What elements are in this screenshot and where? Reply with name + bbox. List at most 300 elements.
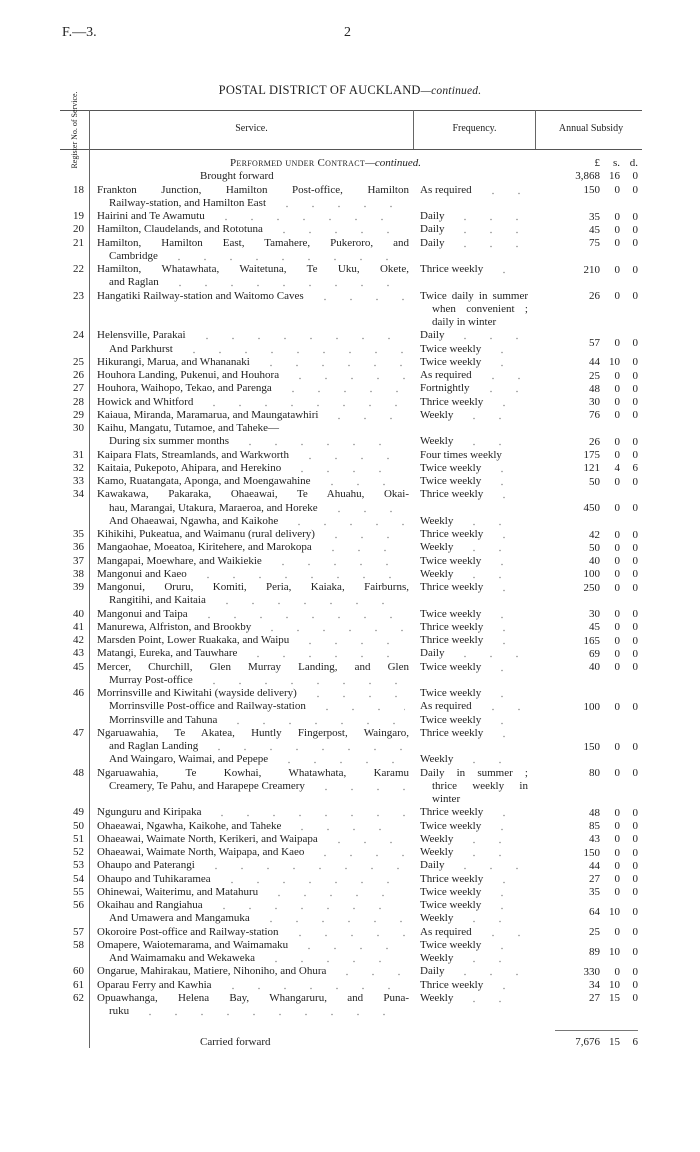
service-description	[97, 435, 409, 448]
frequency-line	[420, 727, 528, 740]
frequency-line	[420, 886, 528, 899]
frequency-text: Twice weekly	[420, 885, 482, 898]
frequency-line	[420, 515, 528, 528]
amount-shillings: 0	[614, 568, 620, 581]
amount-shillings: 15	[609, 1036, 620, 1048]
frequency-line	[420, 382, 528, 395]
amount-pounds: 150	[583, 846, 600, 859]
service-description	[97, 369, 409, 382]
service-line	[97, 210, 409, 223]
dot-leader	[491, 634, 524, 647]
service-line	[97, 846, 409, 859]
service-text: Oparau Ferry and Kawhia	[97, 978, 212, 991]
frequency-text: when convenient ;	[432, 302, 528, 315]
document-reference: F.—3.	[62, 25, 97, 40]
service-text: And Waingaro, Waimai, and Pepepe	[109, 753, 269, 766]
frequency	[420, 263, 528, 276]
service-line	[97, 1005, 409, 1018]
annual-subsidy	[540, 647, 640, 660]
service-text: and Raglan	[109, 276, 159, 289]
register-number: 18	[73, 183, 84, 196]
service-description	[97, 634, 409, 647]
service-text: Okoroire Post-office and Railway-station	[97, 925, 279, 938]
frequency	[420, 568, 528, 581]
annual-subsidy	[540, 886, 640, 899]
service-text: Kawakawa, Pakaraka, Ohaeawai, Te Ahuahu, Okai-	[97, 488, 409, 501]
register-number: 24	[73, 329, 84, 342]
frequency-line	[420, 714, 528, 727]
service-line	[97, 939, 409, 952]
table-row	[0, 647, 700, 660]
amount-pence: 0	[632, 647, 638, 660]
table-row	[0, 422, 700, 435]
dot-leader	[196, 608, 405, 621]
frequency-line	[420, 528, 528, 541]
dot-leader	[297, 634, 405, 647]
amount-pence: 0	[632, 170, 638, 183]
frequency-text: Weekly	[420, 567, 454, 580]
amount-pounds: 150	[583, 740, 600, 753]
amount-pence: 0	[632, 356, 638, 369]
amount-pounds: 50	[589, 475, 600, 488]
service-description	[97, 488, 409, 515]
frequency-text: daily in winter	[432, 316, 497, 328]
frequency	[420, 488, 528, 501]
service-line	[97, 608, 409, 621]
table-row	[0, 806, 700, 819]
dot-leader	[461, 833, 524, 846]
amount-pence: 0	[632, 210, 638, 223]
table-row	[0, 965, 700, 978]
amount-shillings: 0	[614, 581, 620, 594]
table-row	[0, 475, 700, 488]
table-body	[0, 157, 700, 1018]
frequency-line	[420, 541, 528, 554]
frequency-text: Weekly	[420, 435, 454, 448]
dot-leader	[323, 528, 405, 541]
amount-pounds: 40	[589, 661, 600, 674]
dot-leader	[489, 608, 524, 621]
register-number: 22	[73, 263, 84, 275]
service-text: ruku	[109, 1005, 130, 1017]
register-number: 35	[73, 528, 84, 540]
amount-pence: 0	[632, 382, 638, 395]
service-description	[97, 290, 409, 303]
service-text: Mangapai, Moewhare, and Waikiekie	[97, 554, 262, 567]
service-text: And Waimamaku and Wekaweka	[109, 952, 255, 964]
service-line	[97, 475, 409, 488]
service-line	[97, 223, 409, 236]
frequency	[420, 687, 528, 700]
frequency-line	[420, 210, 528, 223]
register-number: 21	[73, 236, 84, 249]
amount-shillings: 10	[609, 979, 620, 992]
dot-leader	[489, 820, 524, 833]
service-line	[97, 237, 409, 250]
dot-leader	[489, 886, 524, 899]
service-text: Frankton Junction, Hamilton Post-office, Hamilton	[97, 183, 409, 196]
frequency-text: Weekly	[420, 408, 454, 421]
dot-leader	[326, 502, 405, 515]
service-text: And Umawera and Mangamuka	[109, 912, 250, 925]
service-text: Ohaupo and Paterangi	[97, 859, 195, 872]
frequency-text: Weekly	[420, 846, 454, 858]
amount-pence: 0	[632, 237, 638, 250]
frequency	[420, 528, 528, 541]
amount-pounds: 175	[583, 449, 600, 462]
amount-pounds: 80	[589, 767, 600, 780]
service-description	[97, 608, 409, 621]
amount-pence: 0	[632, 965, 638, 978]
service-text: Rangitihi, and Kaitaia	[109, 594, 206, 607]
service-line	[97, 714, 409, 727]
annual-subsidy	[540, 528, 640, 541]
service-text: Hamilton, Claudelands, and Rototuna	[97, 223, 263, 236]
amount-pounds: 75	[589, 237, 600, 250]
service-text: And Parkhurst	[109, 342, 173, 355]
dot-leader	[166, 250, 405, 263]
service-text: Hairini and Te Awamutu	[97, 210, 205, 222]
frequency-text: Thrice weekly	[420, 978, 484, 991]
dot-leader	[296, 939, 405, 952]
service-text: Murray Post-office	[109, 673, 193, 686]
amount-shillings: 0	[614, 502, 620, 515]
amount-shillings: 0	[614, 886, 620, 899]
frequency-text: Weekly	[420, 952, 454, 964]
dot-leader	[489, 899, 524, 912]
service-text: Hamilton, Hamilton East, Tamahere, Pukeroro, and	[97, 236, 409, 249]
amount-pounds: 69	[589, 647, 600, 660]
service-line	[97, 329, 409, 342]
frequency-line	[420, 952, 528, 965]
service-line	[97, 661, 409, 674]
frequency	[420, 727, 528, 740]
table-row	[0, 382, 700, 395]
service-text: Ohaeawai, Waimate North, Kerikeri, and Waipapa	[97, 832, 318, 845]
dot-leader	[489, 555, 524, 568]
service-description	[97, 581, 409, 608]
dot-leader	[489, 343, 524, 356]
annual-subsidy	[540, 555, 640, 568]
frequency-text: Daily	[420, 236, 445, 249]
table-row	[0, 767, 700, 807]
frequency-text: Weekly	[420, 912, 454, 925]
table-row	[0, 873, 700, 886]
dot-leader	[203, 859, 405, 872]
frequency	[420, 369, 528, 382]
service-text: Houhora Landing, Pukenui, and Houhora	[97, 369, 280, 381]
dot-leader	[220, 979, 405, 992]
service-description	[97, 409, 409, 422]
header-annual-subsidy: Annual Subsidy	[558, 123, 624, 134]
amount-shillings: 0	[614, 263, 620, 276]
annual-subsidy	[540, 475, 640, 488]
total-rule	[555, 1030, 638, 1031]
amount-pounds: 26	[589, 290, 600, 303]
service-line	[97, 502, 409, 515]
dot-leader	[461, 846, 524, 859]
service-text: Hikurangi, Marua, and Whananaki	[97, 355, 250, 368]
frequency	[420, 515, 528, 528]
service-description	[97, 687, 409, 700]
register-number	[56, 435, 84, 448]
amount-pounds: 25	[589, 926, 600, 939]
service-line	[97, 647, 409, 660]
table-row	[0, 621, 700, 634]
amount-pence: 0	[632, 184, 638, 197]
amount-pounds: 27	[589, 873, 600, 886]
amount-pounds: 210	[583, 263, 600, 276]
annual-subsidy	[540, 409, 640, 422]
service-description	[97, 753, 409, 766]
frequency	[420, 647, 528, 660]
annual-subsidy	[540, 237, 640, 250]
service-line	[97, 250, 409, 263]
dot-leader	[480, 184, 524, 197]
annual-subsidy	[540, 873, 640, 886]
unit-shillings: s.	[612, 157, 620, 169]
service-text: Marsden Point, Lower Ruakaka, and Waipu	[97, 634, 290, 646]
dot-leader	[266, 886, 405, 899]
service-text: Omapere, Waiotemarama, and Waimamaku	[97, 938, 289, 951]
service-text: Creamery, Te Pahu, and Harapepe Creamery	[109, 779, 305, 792]
frequency-line	[420, 833, 528, 846]
amount-pence: 0	[632, 555, 638, 568]
amount-pence: 0	[632, 700, 638, 713]
service-line	[97, 555, 409, 568]
service-description	[97, 210, 409, 223]
service-description	[97, 621, 409, 634]
table-row	[0, 237, 700, 264]
amount-pounds: 50	[589, 541, 600, 554]
service-line	[97, 382, 409, 395]
register-number: 33	[73, 475, 84, 487]
service-line	[97, 674, 409, 687]
service-description	[97, 859, 409, 872]
frequency-line	[420, 926, 528, 939]
amount-pence: 0	[632, 223, 638, 236]
service-text: Kaihu, Mangatu, Tutamoe, and Taheke—	[97, 422, 280, 434]
service-text: Morrinsville and Tahuna	[109, 713, 218, 726]
amount-pounds: 85	[589, 820, 600, 833]
register-number: 40	[73, 607, 84, 620]
service-text: Ongarue, Mahirakau, Matiere, Nihoniho, and Ohura	[97, 965, 327, 978]
table-row	[0, 462, 700, 475]
amount-shillings: 0	[614, 449, 620, 462]
frequency	[420, 396, 528, 409]
frequency-line	[420, 184, 528, 197]
amount-pence: 0	[632, 634, 638, 647]
dot-leader	[326, 833, 405, 846]
service-line	[97, 409, 409, 422]
amount-pence: 0	[632, 336, 638, 349]
page-number: 2	[344, 25, 351, 40]
amount-pounds: 121	[583, 462, 600, 475]
frequency-text: Thrice weekly	[420, 263, 484, 275]
dot-leader	[271, 223, 405, 236]
dot-leader	[289, 462, 405, 475]
register-number: 31	[73, 448, 84, 461]
service-description	[97, 223, 409, 236]
dot-leader	[461, 952, 524, 965]
dot-leader	[489, 714, 524, 727]
service-description	[97, 237, 409, 264]
frequency-text: Daily	[420, 859, 445, 872]
amount-pence: 0	[632, 992, 638, 1005]
annual-subsidy	[540, 608, 640, 621]
service-line	[97, 979, 409, 992]
amount-pence: 0	[632, 541, 638, 554]
dot-leader	[461, 541, 524, 554]
service-text: Morrinsville Post-office and Railway-station	[109, 700, 306, 713]
amount-pence: 0	[632, 435, 638, 448]
service-line	[97, 449, 409, 462]
amount-pounds: 64	[589, 906, 600, 919]
amount-shillings: 0	[614, 608, 620, 621]
amount-pounds: 450	[583, 502, 600, 515]
amount-pence: 0	[632, 396, 638, 409]
service-line	[97, 859, 409, 872]
frequency	[420, 965, 528, 978]
amount-shillings: 0	[614, 409, 620, 422]
annual-subsidy	[540, 329, 640, 356]
annual-subsidy	[540, 899, 640, 926]
dot-leader	[201, 674, 405, 687]
section-heading-row	[0, 157, 700, 170]
service-description	[97, 184, 409, 211]
amount-pence: 0	[632, 661, 638, 674]
frequency-text: Twice weekly	[420, 554, 482, 567]
amount-pounds: 42	[589, 528, 600, 541]
register-number: 38	[73, 567, 84, 580]
amount-pence: 0	[632, 502, 638, 515]
amount-pounds: 57	[589, 336, 600, 349]
service-description	[97, 767, 409, 794]
service-description	[97, 343, 409, 356]
amount-pounds: 44	[589, 859, 600, 872]
register-number: 62	[73, 991, 84, 1004]
table-row	[0, 290, 700, 330]
frequency	[420, 462, 528, 475]
service-text: Helensville, Parakai	[97, 329, 186, 342]
service-text: Mercer, Churchill, Glen Murray Landing, and Glen	[97, 660, 409, 673]
frequency	[420, 753, 528, 766]
register-number: 36	[73, 541, 84, 554]
frequency-line	[420, 369, 528, 382]
annual-subsidy	[540, 992, 640, 1005]
service-description	[97, 263, 409, 290]
brought-forward-amount	[540, 170, 640, 183]
header-bottom-rule	[60, 149, 642, 150]
frequency	[420, 952, 528, 965]
service-description	[97, 912, 409, 925]
dot-leader	[225, 714, 405, 727]
register-number: 32	[73, 461, 84, 474]
table-row	[0, 356, 700, 369]
amount-shillings: 0	[614, 820, 620, 833]
amount-shillings: 0	[614, 621, 620, 634]
dot-leader	[452, 223, 524, 236]
amount-pence: 0	[632, 568, 638, 581]
annual-subsidy	[540, 210, 640, 223]
dot-leader	[137, 1005, 405, 1018]
dot-leader	[313, 780, 405, 793]
frequency-line	[420, 661, 528, 674]
service-text: Railway-station, and Hamilton East	[109, 196, 267, 209]
amount-pence: 0	[632, 528, 638, 541]
frequency	[420, 382, 528, 395]
annual-subsidy	[540, 462, 640, 475]
frequency	[420, 873, 528, 886]
frequency	[420, 329, 528, 342]
service-description	[97, 727, 409, 754]
service-line	[97, 952, 409, 965]
frequency-line	[420, 290, 528, 303]
frequency-line	[420, 992, 528, 1005]
dot-leader	[461, 409, 524, 422]
header-service: Service.	[235, 123, 268, 134]
service-line	[97, 886, 409, 899]
table-row	[0, 541, 700, 554]
service-text: Ngunguru and Kiripaka	[97, 806, 202, 819]
dot-leader	[489, 356, 524, 369]
frequency	[420, 541, 528, 554]
annual-subsidy	[540, 806, 640, 819]
amount-shillings: 0	[614, 223, 620, 236]
service-rows	[0, 184, 700, 1019]
frequency-text: Weekly	[420, 514, 454, 527]
service-text: Okaihau and Rangiahua	[97, 899, 203, 911]
annual-subsidy	[540, 939, 640, 966]
amount-pence: 0	[632, 833, 638, 846]
frequency	[420, 343, 528, 356]
service-line	[97, 780, 409, 793]
frequency	[420, 912, 528, 925]
service-line	[97, 700, 409, 713]
table-row	[0, 979, 700, 992]
register-number: 30	[73, 422, 84, 434]
frequency-line	[420, 356, 528, 369]
frequency-text: Thrice weekly	[420, 872, 484, 885]
annual-subsidy	[540, 687, 640, 727]
frequency	[420, 290, 528, 330]
register-number: 46	[73, 687, 84, 699]
service-description	[97, 952, 409, 965]
service-text: Ohaeawai, Waimate North, Waipapa, and Kaeo	[97, 846, 305, 858]
service-text: Morrinsville and Kiwitahi (wayside delivery)	[97, 687, 297, 699]
table-row	[0, 329, 700, 356]
frequency	[420, 767, 528, 807]
service-description	[97, 965, 409, 978]
amount-pence: 0	[632, 581, 638, 594]
table-row	[0, 528, 700, 541]
service-description	[97, 873, 409, 886]
amount-pence: 0	[632, 767, 638, 780]
frequency-line	[420, 608, 528, 621]
frequency-text: As required	[420, 183, 472, 196]
dot-leader	[206, 740, 405, 753]
dot-leader	[491, 727, 524, 740]
frequency-line	[420, 979, 528, 992]
frequency-text: Daily in summer ;	[420, 766, 528, 779]
service-description	[97, 528, 409, 541]
dot-leader	[286, 515, 405, 528]
service-description	[97, 899, 409, 912]
table-row	[0, 727, 700, 767]
register-number: 19	[73, 210, 84, 222]
register-number: 52	[73, 846, 84, 858]
service-description	[97, 846, 409, 859]
